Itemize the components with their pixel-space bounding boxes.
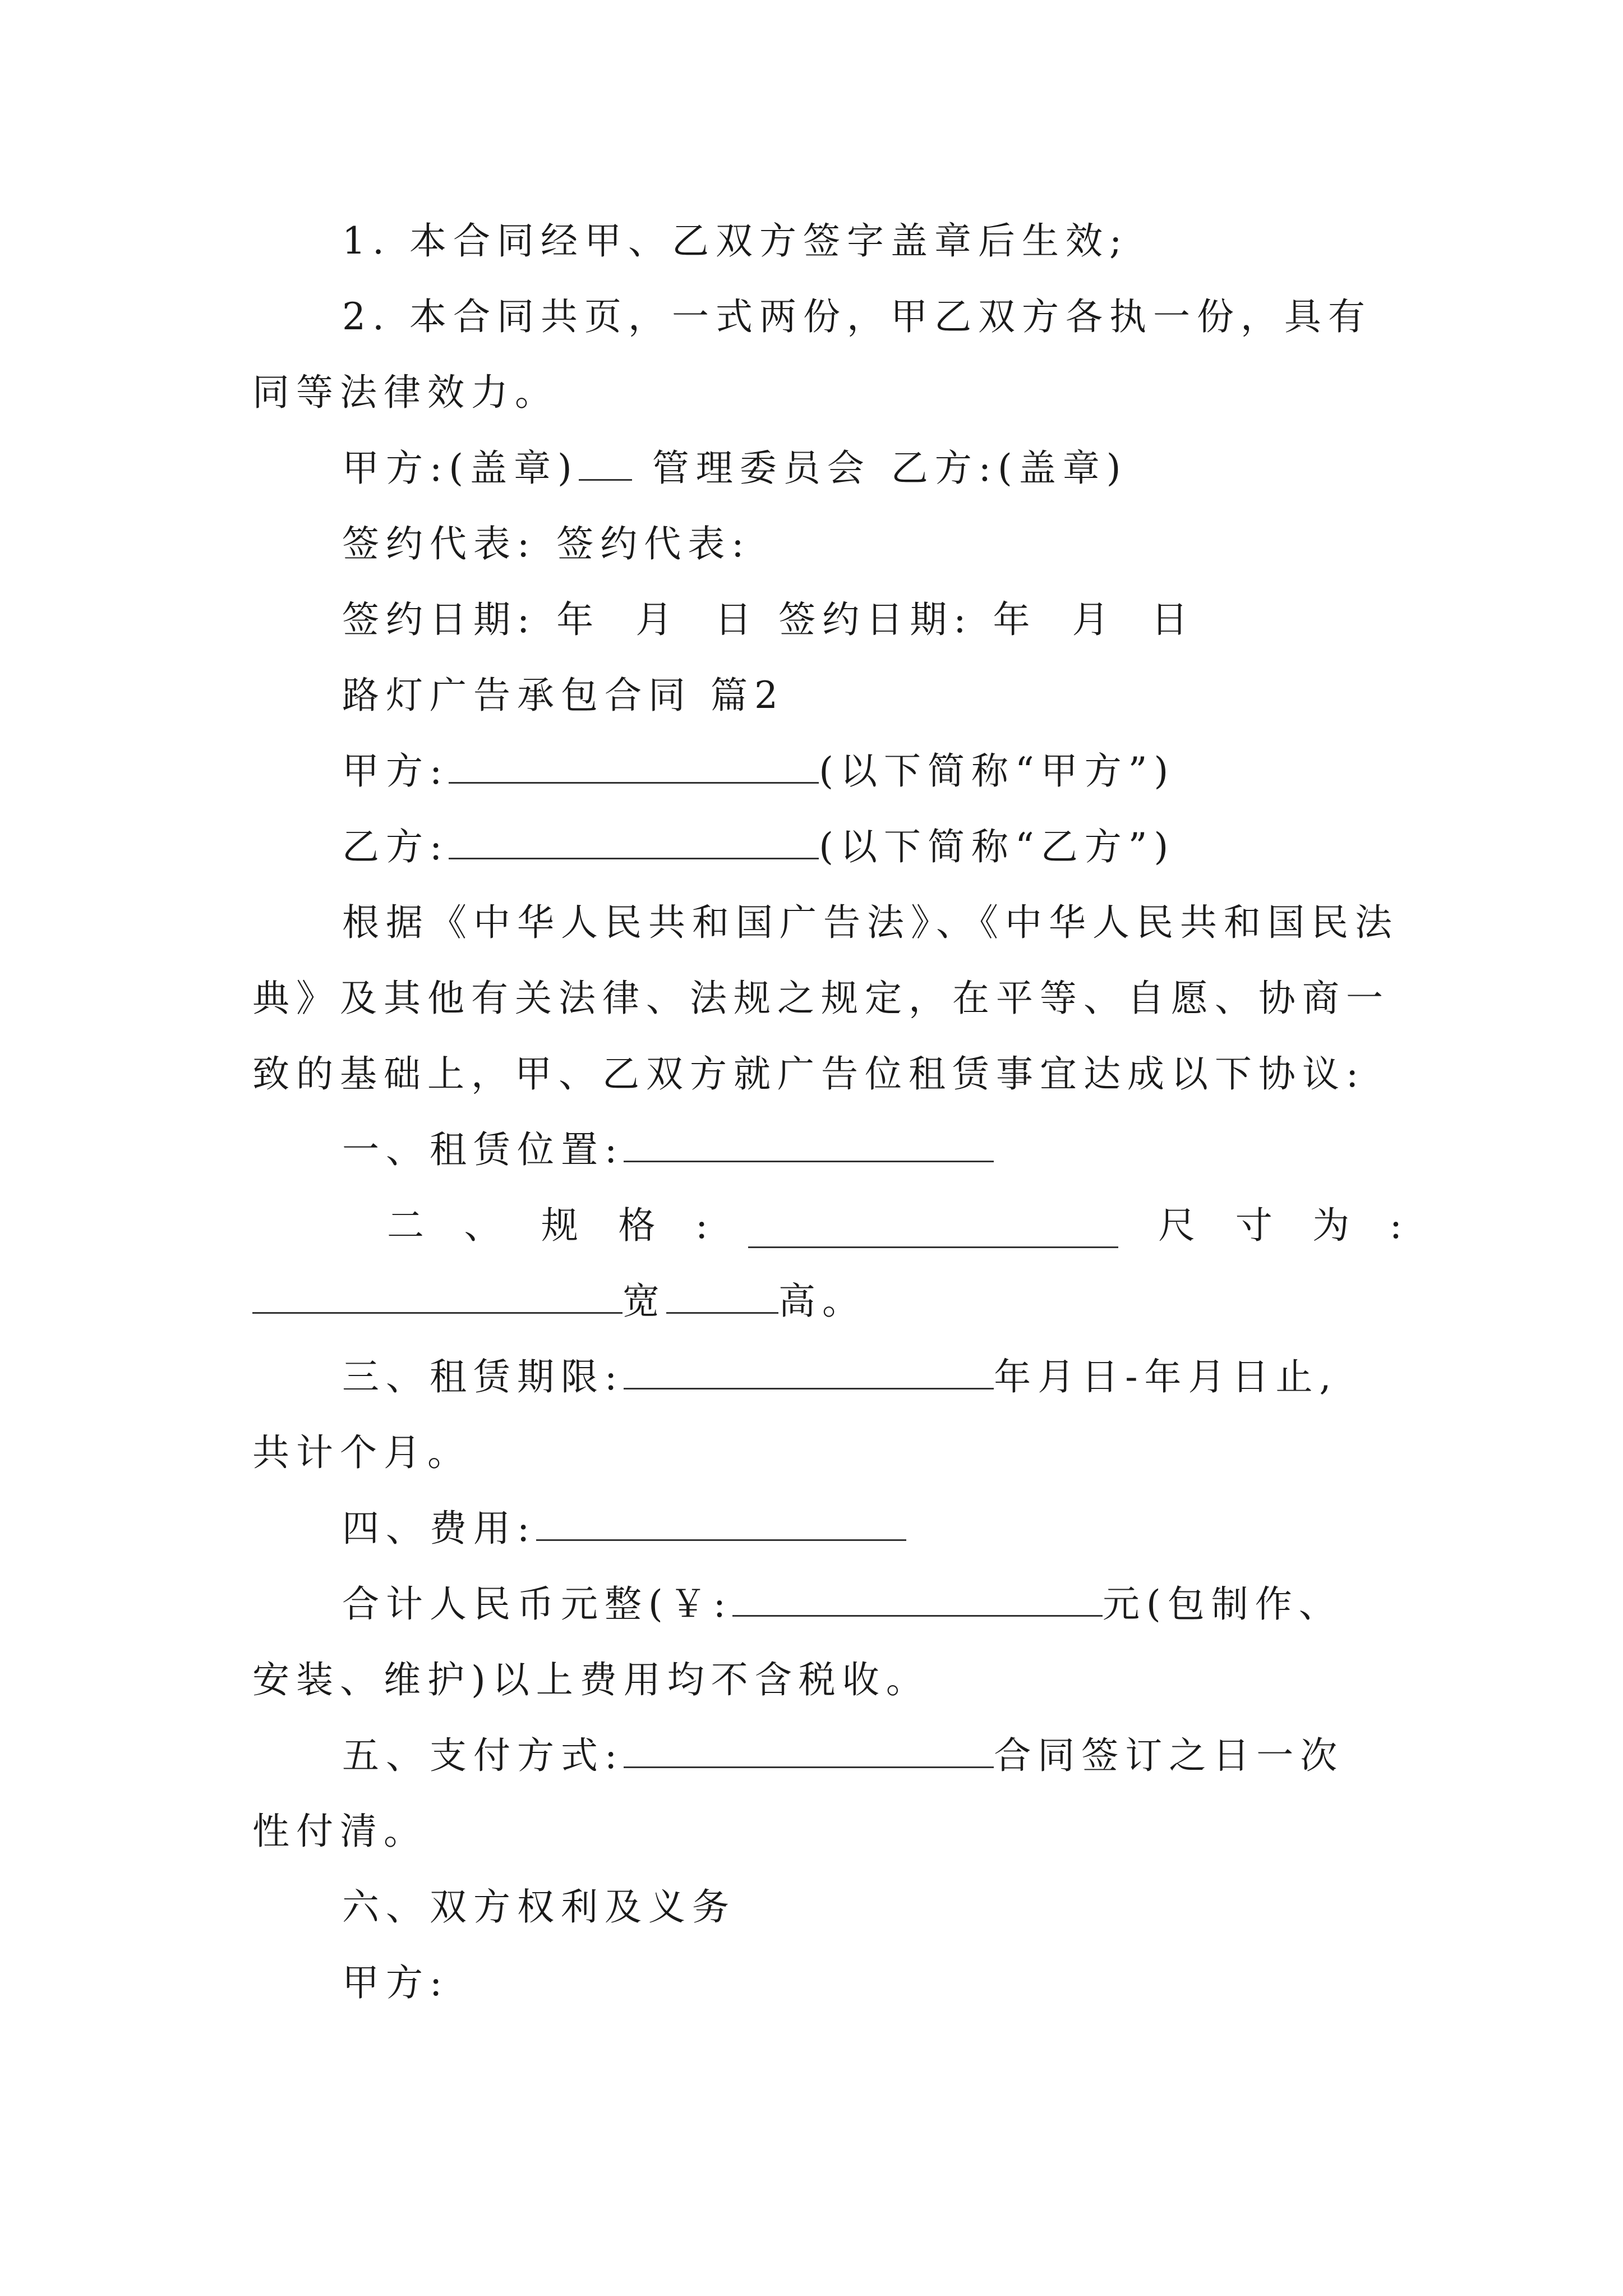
- basis-paragraph-1: [342, 900, 1402, 945]
- payment-suffix: 合同签订之日一次: [994, 1734, 1344, 1777]
- basis-text-3: 致的基础上，甲、乙双方就广告位租赁事宜达成以下协议:: [252, 1052, 1366, 1096]
- party-a-blank[interactable]: [449, 749, 819, 784]
- payment-cont: 性付清。: [252, 1810, 427, 1853]
- party-a-label: 甲方:: [342, 749, 449, 793]
- spec-char-4: 格: [618, 1204, 656, 1247]
- section-term: [342, 1355, 1402, 1400]
- term-suffix: 年月日-年月日止,: [994, 1355, 1338, 1398]
- term-blank[interactable]: [624, 1355, 994, 1389]
- spec-blank[interactable]: [748, 1214, 1118, 1248]
- clause-copies-text: 2. 本合同共页，一式两份，甲乙双方各执一份，具有: [342, 295, 1372, 338]
- clause-copies: [342, 295, 1402, 339]
- fee-total: [342, 1582, 1402, 1627]
- spec-char-6: 尺: [1158, 1204, 1196, 1247]
- date-a-ymd: 年 月 日: [556, 598, 759, 641]
- committee-label: 管理委员会: [652, 447, 871, 490]
- rights-heading: 六、双方权利及义务: [342, 1885, 736, 1929]
- party-b-seal-label: 乙方:(盖章): [891, 447, 1128, 490]
- width-blank[interactable]: [666, 1280, 778, 1314]
- section-spec-cont: [252, 1279, 1402, 1324]
- spec-char-1: 二: [387, 1204, 424, 1247]
- seal-blank[interactable]: [579, 447, 632, 481]
- party-a-duties: [342, 1961, 1402, 2005]
- total-label: 合计人民币元整(￥:: [342, 1582, 732, 1626]
- section-title: [342, 673, 1402, 718]
- location-blank[interactable]: [624, 1128, 994, 1162]
- basis-paragraph-3: [252, 1052, 1402, 1097]
- spec-char-3: 规: [541, 1204, 578, 1247]
- term-total-months: 共计个月。: [252, 1431, 471, 1474]
- total-suffix: 元(包制作、: [1103, 1582, 1343, 1626]
- party-b-line: [342, 825, 1402, 869]
- fee-blank[interactable]: [536, 1507, 906, 1541]
- term-label: 三、租赁期限:: [342, 1355, 624, 1398]
- fee-note: 安装、维护)以上费用均不含税收。: [252, 1658, 930, 1701]
- height-label: 高。: [778, 1280, 866, 1323]
- section-payment: [342, 1733, 1402, 1778]
- clause-copies-cont: [252, 370, 1402, 415]
- section-location: [342, 1128, 1402, 1172]
- party-b-blank[interactable]: [449, 825, 819, 859]
- basis-text-2: 典》及其他有关法律、法规之规定，在平等、自愿、协商一: [252, 977, 1390, 1020]
- basis-paragraph-2: [252, 976, 1402, 1021]
- spec-char-5: :: [695, 1204, 708, 1247]
- fee-label: 四、费用:: [342, 1507, 537, 1550]
- spec-char-9: :: [1389, 1204, 1402, 1247]
- signature-line: [342, 446, 1402, 491]
- location-label: 一、租赁位置:: [342, 1128, 624, 1171]
- date-b-label: 签约日期:: [778, 598, 973, 641]
- section-rights: [342, 1885, 1402, 1930]
- party-b-suffix: (以下简称“乙方”): [819, 825, 1175, 868]
- representative-line: [342, 522, 1402, 567]
- party-b-label: 乙方:: [342, 825, 449, 868]
- party-a-duties-label: 甲方:: [342, 1961, 449, 2004]
- width-label: 宽: [623, 1280, 666, 1323]
- rep-b-label: 签约代表:: [556, 522, 751, 565]
- section-fee: [342, 1506, 1402, 1551]
- spec-char-7: 寸: [1235, 1204, 1272, 1247]
- date-b-ymd: 年 月 日: [993, 598, 1195, 641]
- party-a-seal-label: 甲方:(盖章): [342, 447, 579, 490]
- size-blank[interactable]: [252, 1280, 623, 1314]
- spec-char-8: 为: [1312, 1204, 1350, 1247]
- spec-char-2: 、: [464, 1204, 501, 1247]
- total-blank[interactable]: [732, 1582, 1103, 1617]
- party-a-line: [342, 749, 1402, 794]
- date-a-label: 签约日期:: [342, 598, 537, 641]
- clause-effective-text: 1. 本合同经甲、乙双方签字盖章后生效;: [342, 219, 1129, 263]
- basis-text-1: 根据《中华人民共和国广告法》、《中华人民共和国民法: [342, 901, 1399, 944]
- section-term-cont: [252, 1430, 1402, 1475]
- payment-blank[interactable]: [624, 1734, 994, 1768]
- section-payment-cont: [252, 1809, 1402, 1854]
- section-spec: [387, 1203, 1402, 1248]
- party-a-suffix: (以下简称“甲方”): [819, 749, 1175, 793]
- clause-effective: [342, 219, 1402, 264]
- rep-a-label: 签约代表:: [342, 522, 537, 565]
- contract-title: 路灯广告承包合同 篇2: [342, 674, 785, 717]
- clause-copies-cont-text: 同等法律效力。: [252, 371, 559, 414]
- payment-label: 五、支付方式:: [342, 1734, 624, 1777]
- fee-total-cont: [252, 1658, 1402, 1703]
- signing-date-line: [342, 597, 1402, 642]
